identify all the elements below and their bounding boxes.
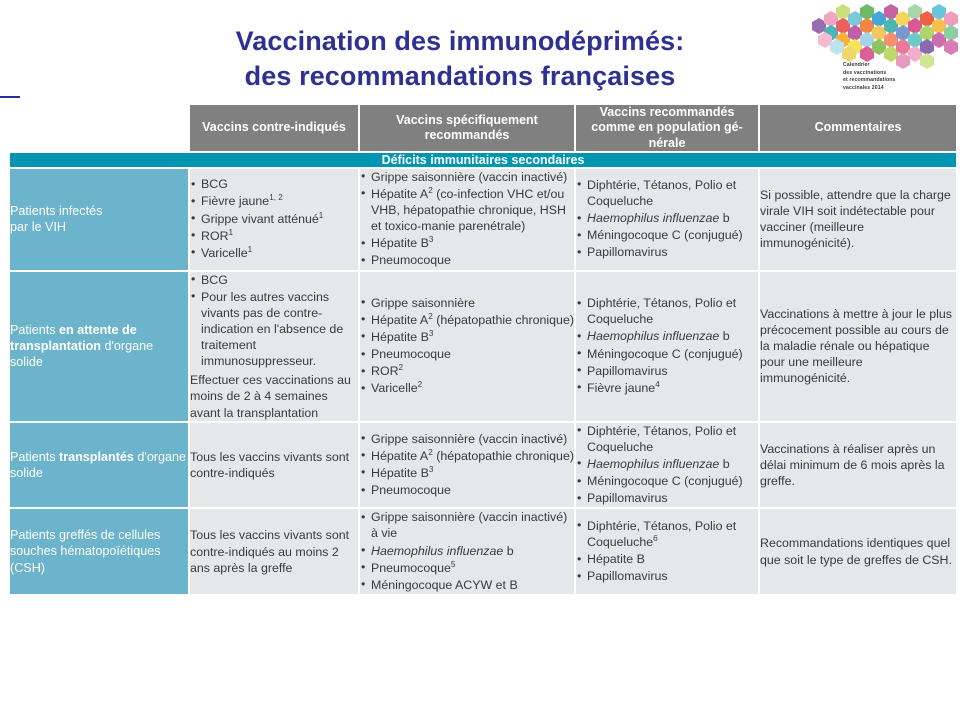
row-category-lead: Patients xyxy=(10,449,60,464)
list-item: • Pneumocoque xyxy=(360,346,574,362)
list-item: • Diphtérie, Tétanos, Polio et Coqueluche$^6$ xyxy=(576,518,758,550)
list-item: • BCG xyxy=(190,272,358,288)
list-item: • Papillomavirus xyxy=(576,568,758,584)
cell-general-stem-cell-transplant xyxy=(576,509,758,594)
cell-contraindicated-hiv xyxy=(190,169,358,270)
table-header xyxy=(10,105,956,151)
list-item: • Méningocoque ACYW et B xyxy=(360,577,574,593)
list-item: • Méningocoque C (conjugué) xyxy=(576,346,758,362)
list-item: • Hépatite $A^2$ (hépatopathie chronique) xyxy=(360,448,574,464)
row-category-awaiting-transplant xyxy=(10,272,188,421)
table-row xyxy=(10,509,956,594)
list-item: • Hépatite $A^2$ (co-infection VHC et/ou VHB, hépatopathie chronique, HSH et toxico-manie parenétrale) xyxy=(360,186,574,234)
list-item: • Haemophilus influenzae b xyxy=(360,543,574,559)
cell-comments-transplanted: Vaccinations à réaliser après un délai minimum de 6 mois après la greffe. xyxy=(760,423,956,508)
column-header-general-population: Vaccins recommandés comme en population gé-nérale xyxy=(576,105,758,151)
list-item: • Grippe saisonnière xyxy=(360,295,574,311)
page-title-line-1: Vaccination des immunodéprimés: xyxy=(235,26,685,56)
bullet-list xyxy=(360,295,574,397)
list-item: • Pneumocoque xyxy=(360,482,574,498)
cell-general-awaiting-transplant xyxy=(576,272,758,421)
list-item: • Hépatite $A^2$ (hépatopathie chronique) xyxy=(360,312,574,328)
cell-comments-hiv: Si possible, attendre que la charge virale VIH soit indétectable pour vacciner (meilleure immunogénicité). xyxy=(760,169,956,270)
list-item: • Hépatite $B^3$ xyxy=(360,465,574,481)
bullet-list xyxy=(190,176,358,261)
list-item: • Diphtérie, Tétanos, Polio et Coqueluche xyxy=(576,295,758,327)
list-item: • Hépatite $B^3$ xyxy=(360,329,574,345)
bullet-list xyxy=(576,295,758,396)
list-item: • Méningocoque C (conjugué) xyxy=(576,473,758,489)
section-band-row xyxy=(10,153,956,167)
list-item: • ROR$^1$ xyxy=(190,228,358,244)
row-category-hiv xyxy=(10,169,188,270)
row-category-lead: Patients xyxy=(10,322,60,337)
page-title xyxy=(110,24,810,94)
cell-general-hiv xyxy=(576,169,758,270)
accent-rule xyxy=(0,96,20,98)
page-title-line-2: des recommandations françaises xyxy=(244,61,676,92)
cell-contraindicated-awaiting-transplant xyxy=(190,272,358,421)
table-row xyxy=(10,169,956,270)
row-category-lead: Patients infectés xyxy=(10,203,103,218)
list-item: • Varicelle$^1$ xyxy=(190,245,358,261)
cover-caption-line-4: vaccinales 2014 xyxy=(843,84,884,91)
row-category-transplanted xyxy=(10,423,188,508)
list-item: • Hépatite B xyxy=(576,551,758,567)
bullet-list xyxy=(360,431,574,499)
table-header-row xyxy=(10,105,956,151)
section-band-secondary-immune-deficiencies: Déficits immunitaires secondaires xyxy=(10,153,956,167)
list-item: • Pneumocoque xyxy=(360,252,574,268)
list-item: • Fièvre jaune$^{1, 2}$ xyxy=(190,193,358,209)
cell-comments-awaiting-transplant: Vaccinations à mettre à jour le plus précocement possible au cours de la maladie rénale ou hépatique pour une meilleure immunogénicité. xyxy=(760,272,956,421)
list-item: • Fièvre jaune$^4$ xyxy=(576,380,758,396)
list-item: • Papillomavirus xyxy=(576,363,758,379)
bullet-list xyxy=(360,509,574,593)
bullet-list xyxy=(576,518,758,585)
list-item: • Haemophilus influenzae b xyxy=(576,328,758,344)
bullet-list xyxy=(576,177,758,261)
row-category-tail: par le VIH xyxy=(10,220,66,235)
column-header-contraindicated: Vaccins contre-indiqués xyxy=(190,105,358,151)
column-header-specifically-recommended: Vaccins spécifiquement recommandés xyxy=(360,105,574,151)
calendar-cover-thumbnail xyxy=(805,0,960,100)
list-item: • Grippe saisonnière (vaccin inactivé) xyxy=(360,431,574,447)
row-category-strong: en attente de transplantation xyxy=(10,322,137,353)
cell-contraindicated-stem-cell-transplant: Tous les vaccins vivants sont contre-indiqués au moins 2 ans après la greffe xyxy=(190,509,358,594)
list-item: • ROR$^2$ xyxy=(360,363,574,379)
row-category-tail: d'organe solide xyxy=(10,338,154,370)
bullet-list xyxy=(576,423,758,507)
cell-specific-transplanted xyxy=(360,423,574,508)
list-item: • Haemophilus influenzae b xyxy=(576,456,758,472)
bullet-list xyxy=(190,272,358,370)
cover-caption-line-3: et recommandations xyxy=(843,77,896,84)
row-category-lead: Patients greffés de cellules souches hématopoïétiques (CSH) xyxy=(10,528,161,575)
cell-specific-hiv xyxy=(360,169,574,270)
list-item: • Méningocoque C (conjugué) xyxy=(576,227,758,243)
list-item: • Grippe vivant atténué$^1$ xyxy=(190,211,358,227)
list-item: • Haemophilus influenzae b xyxy=(576,210,758,226)
row-category-strong: transplantés xyxy=(59,449,134,464)
list-item: • Pneumocoque$^5$ xyxy=(360,560,574,576)
row-category-stem-cell-transplant xyxy=(10,509,188,594)
cell-contraindicated-transplanted: Tous les vaccins vivants sont contre-indiqués xyxy=(190,423,358,508)
list-item: • Grippe saisonnière (vaccin inactivé) à vie xyxy=(360,509,574,541)
list-item: • Papillomavirus xyxy=(576,490,758,506)
recommendations-table xyxy=(8,103,958,596)
table-row xyxy=(10,423,956,508)
column-header-category xyxy=(10,105,188,151)
list-item: • Varicelle$^2$ xyxy=(360,380,574,396)
table-row xyxy=(10,272,956,421)
list-item: • Grippe saisonnière (vaccin inactivé) xyxy=(360,169,574,185)
cell-general-transplanted xyxy=(576,423,758,508)
list-item: • Diphtérie, Tétanos, Polio et Coqueluche xyxy=(576,177,758,209)
cell-comments-stem-cell-transplant: Recommandations identiques quel que soit le type de greffes de CSH. xyxy=(760,509,956,594)
cell-specific-stem-cell-transplant xyxy=(360,509,574,594)
table-body xyxy=(10,153,956,594)
cell-note: Effectuer ces vaccinations au moins de 2 à 4 semaines avant la transplantation xyxy=(190,373,351,420)
row-category-tail: d'organe solide xyxy=(10,449,187,480)
cover-caption xyxy=(843,62,896,92)
list-item: • Hépatite $B^3$ xyxy=(360,235,574,251)
cover-caption-line-2: des vaccinations xyxy=(843,69,887,76)
list-item: • Papillomavirus xyxy=(576,244,758,260)
list-item: • Diphtérie, Tétanos, Polio et Coqueluche xyxy=(576,423,758,455)
column-header-comments: Commentaires xyxy=(760,105,956,151)
list-item: • BCG xyxy=(190,176,358,192)
list-item: • Pour les autres vaccins vivants pas de contre-indication en l'absence de traitement immunosuppresseur. xyxy=(190,289,358,370)
bullet-list xyxy=(360,169,574,269)
cover-caption-line-1: Calendrier xyxy=(843,62,870,68)
cell-specific-awaiting-transplant xyxy=(360,272,574,421)
